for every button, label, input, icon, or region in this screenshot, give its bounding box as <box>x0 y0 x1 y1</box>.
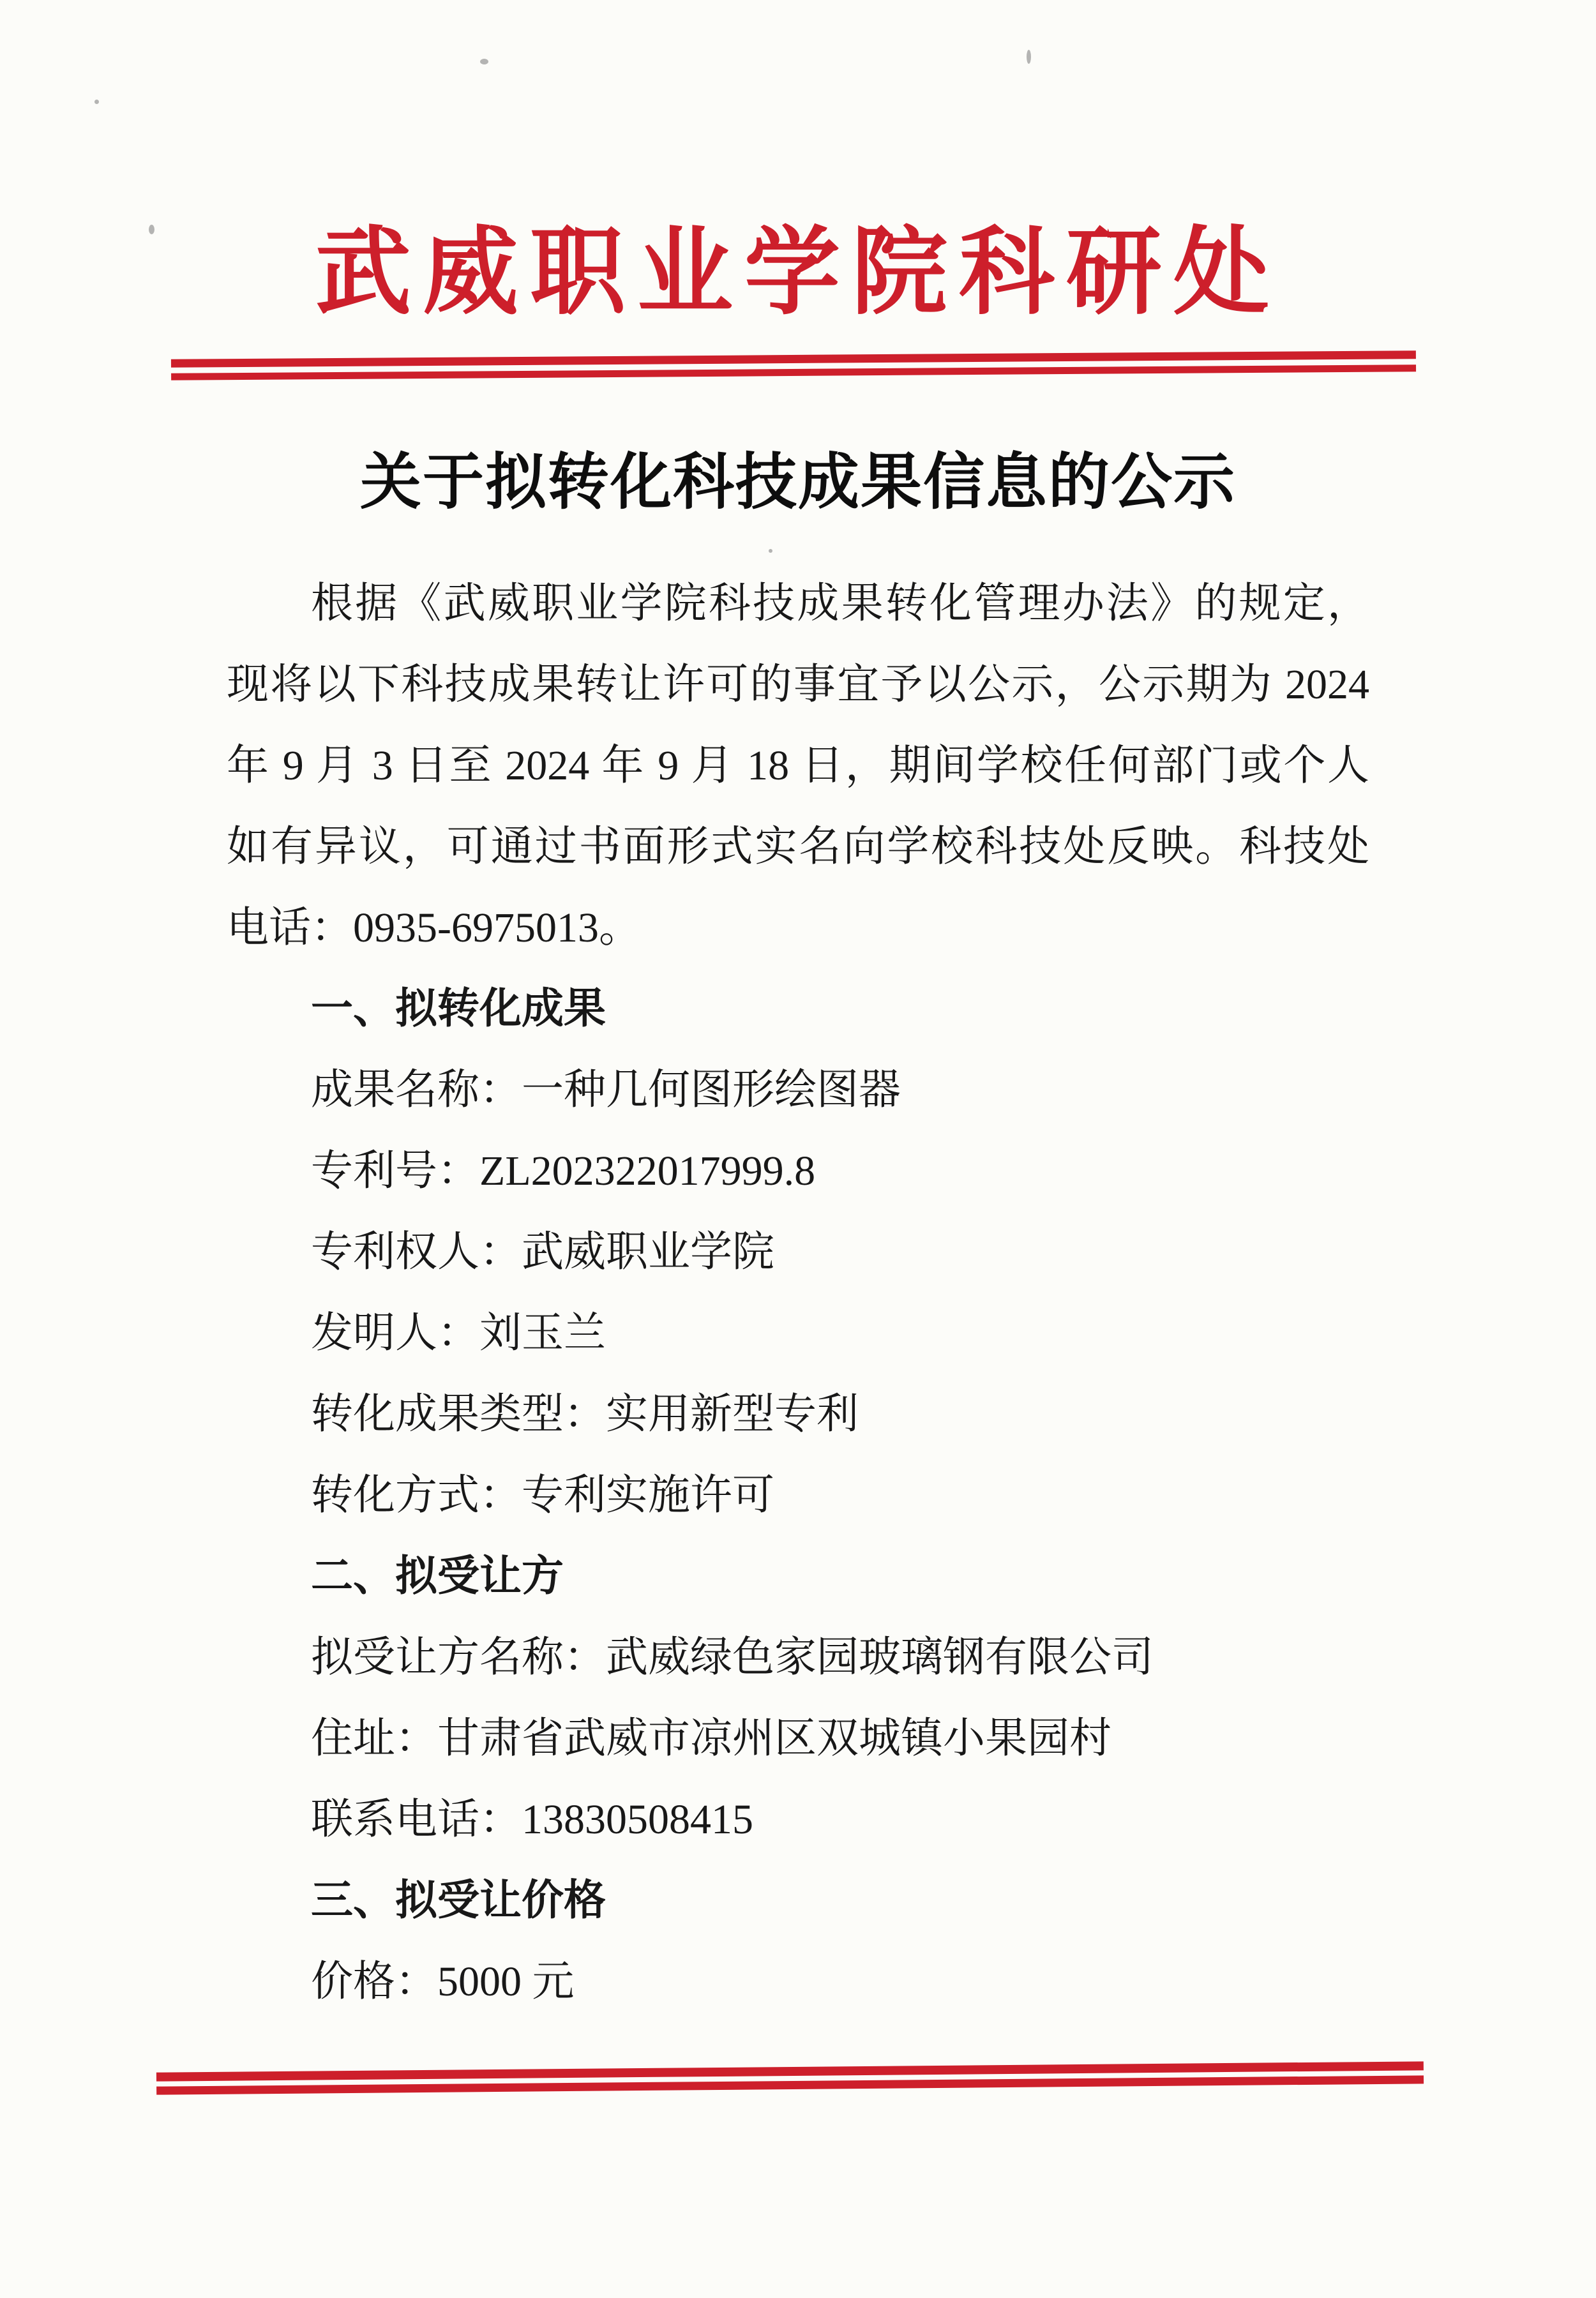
section-1-heading: 一、拟转化成果 <box>311 986 606 1032</box>
letterhead-org-title: 武威职业学院科研处 <box>315 220 1281 326</box>
transferee-phone-line: 联系电话：13830508415 <box>311 1796 753 1843</box>
conversion-method-line: 转化方式：专利实施许可 <box>311 1472 774 1519</box>
section-3-heading: 三、拟受让价格 <box>311 1877 606 1924</box>
transferee-address-line: 住址：甘肃省武威市凉州区双城镇小果园村 <box>311 1715 1111 1762</box>
transferee-name-line: 拟受让方名称：武威绿色家园玻璃钢有限公司 <box>311 1634 1154 1681</box>
inventor-line: 发明人：刘玉兰 <box>311 1310 606 1356</box>
scan-speck <box>480 59 488 64</box>
rule-bar-upper <box>171 350 1416 368</box>
footer-double-rule-bottom <box>156 2061 1424 2094</box>
letterhead-double-rule-top <box>171 350 1416 380</box>
paragraph-line-4: 如有异议，可通过书面形式实名向学校科技处反映。科技处 <box>227 823 1369 870</box>
patent-holder-line: 专利权人：武威职业学院 <box>311 1229 774 1275</box>
rule-bar-lower <box>171 364 1416 380</box>
document-title: 关于拟转化科技成果信息的公示 <box>360 448 1236 516</box>
document-body <box>227 563 1369 2022</box>
paragraph-line-5: 电话：0935-6975013。 <box>227 905 641 951</box>
patent-number-line: 专利号：ZL202322017999.8 <box>311 1148 816 1194</box>
paragraph-line-2: 现将以下科技成果转让许可的事宜予以公示，公示期为 2024 <box>227 661 1369 708</box>
scan-speck <box>149 225 154 234</box>
achievement-name-line: 成果名称：一种几何图形绘图器 <box>311 1067 901 1113</box>
paragraph-line-1: 根据《武威职业学院科技成果转化管理办法》的规定， <box>311 580 1369 627</box>
section-2-heading: 二、拟受让方 <box>311 1553 564 1600</box>
scan-speck <box>94 100 99 104</box>
achievement-type-line: 转化成果类型：实用新型专利 <box>311 1391 859 1438</box>
price-line: 价格：5000 元 <box>311 1958 575 2005</box>
scan-speck <box>769 549 772 553</box>
paragraph-line-3: 年 9 月 3 日至 2024 年 9 月 18 日，期间学校任何部门或个人 <box>227 742 1369 789</box>
scan-speck <box>1027 50 1031 64</box>
